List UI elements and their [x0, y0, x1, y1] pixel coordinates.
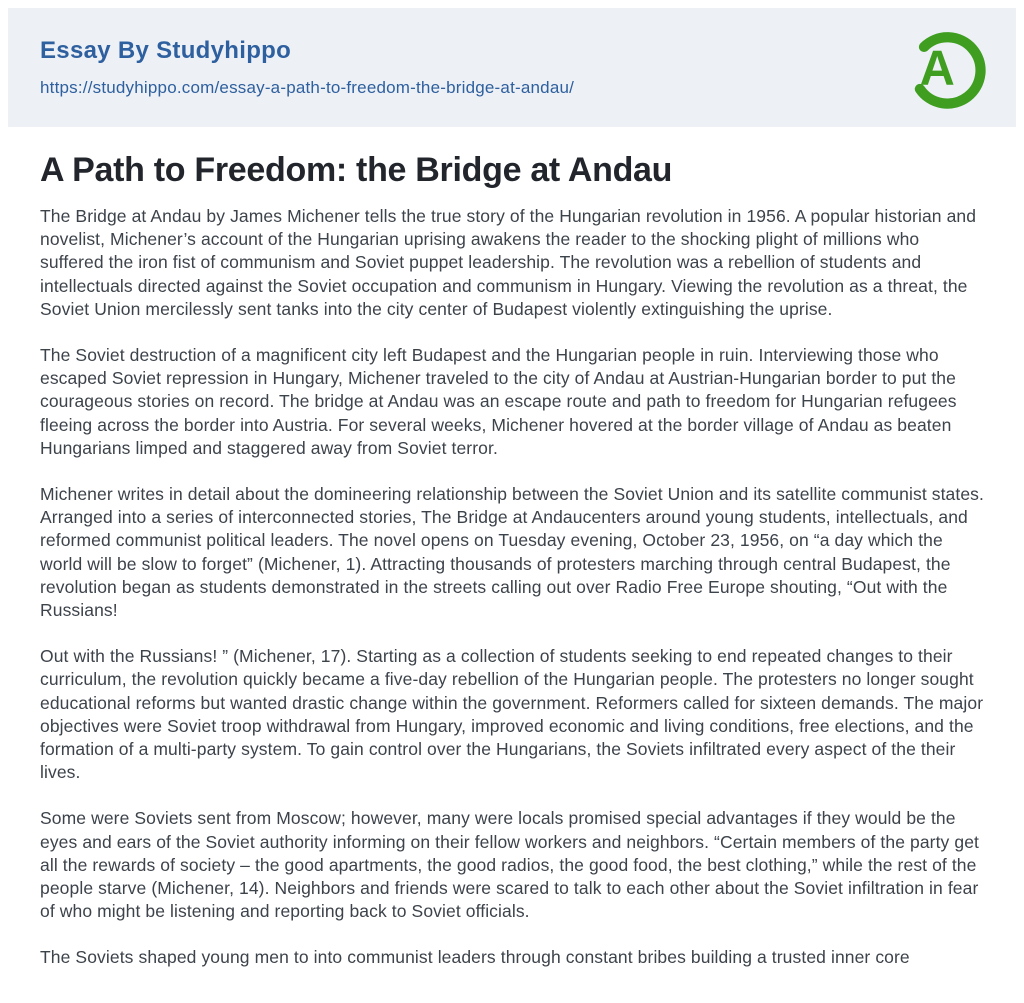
site-title: Essay By Studyhippo — [40, 37, 292, 64]
logo-letter: A — [919, 41, 955, 96]
essay-paragraph-4: Out with the Russians! ” (Michener, 17). Starting as a collection of students seeking to end repeated changes to their curriculum, the revolution quickly became a five-day rebellion of the Hungarian people. The protesters no longer sought educational reforms but wanted drastic change within the government. Reformers called for sixteen demands. The major objectives were Soviet troop withdrawal from Hungary, improved economic and living conditions, free elections, and the formation of a multi-party system. To gain control over the Hungarians, the Soviets infiltrated every aspect of the their lives. — [40, 646, 984, 783]
essay-content — [0, 127, 1024, 993]
essay-paragraph-3: Michener writes in detail about the domineering relationship between the Soviet Union and its satellite communist states. Arranged into a series of interconnected stories, The Bridge at Andaucenters around young students, intellectuals, and reformed communist political leaders. The novel opens on Tuesday evening, October 23, 1956, on “a day which the world will be slow to forget” (Michener, 1). Attracting thousands of protesters marching through central Budapest, the revolution began as students demonstrated in the streets calling out over Radio Free Europe shouting, “Out with the Russians! — [40, 484, 984, 621]
essay-title: A Path to Freedom: the Bridge at Andau — [40, 151, 673, 189]
logo-graphic — [908, 26, 986, 110]
essay-paragraph-2: The Soviet destruction of a magnificent city left Budapest and the Hungarian people in ruin. Interviewing those who escaped Soviet repression in Hungary, Michener traveled to the city of Andau at Austrian-Hungarian border to put the courageous stories on record. The bridge at Andau was an escape route and path to freedom for Hungarian refugees fleeing across the border into Austria. For several weeks, Michener hovered at the border village of Andau as beaten Hungarians limped and staggered away from Soviet terror. — [40, 345, 957, 458]
header-text-block — [40, 37, 574, 98]
essay-body — [40, 205, 984, 970]
essay-paragraph-5: Some were Soviets sent from Moscow; however, many were locals promised special advantages if they would be the eyes and ears of the Soviet authority informing on their fellow workers and neighbors. “Certain members of the party get all the rewards of society – the good apartments, the good radios, the good food, the best clothing,” while the rest of the people starve (Michener, 14). Neighbors and friends were scared to talk to each other about the Soviet infiltration in fear of who might be listening and reporting back to Soviet officials. — [40, 808, 979, 922]
essay-paragraph-1: The Bridge at Andau by James Michener tells the true story of the Hungarian revolution in 1956. A popular historian and novelist, Michener’s account of the Hungarian uprising awakens the reader to the shocking plight of millions who suffered the iron fist of communism and Soviet puppet leadership. The revolution was a rebellion of students and intellectuals directed against the Soviet occupation and communism in Hungary. Viewing the revolution as a threat, the Soviet Union mercilessly sent tanks into the city center of Budapest violently extinguishing the uprise. — [40, 206, 977, 319]
studyhippo-logo-icon — [908, 26, 986, 110]
essay-paragraph-6: The Soviets shaped young men to into communist leaders through constant bribes building a trusted inner core — [40, 947, 910, 968]
source-url-link[interactable]: https://studyhippo.com/essay-a-path-to-freedom-the-bridge-at-andau/ — [40, 78, 575, 97]
site-header — [8, 8, 1016, 127]
